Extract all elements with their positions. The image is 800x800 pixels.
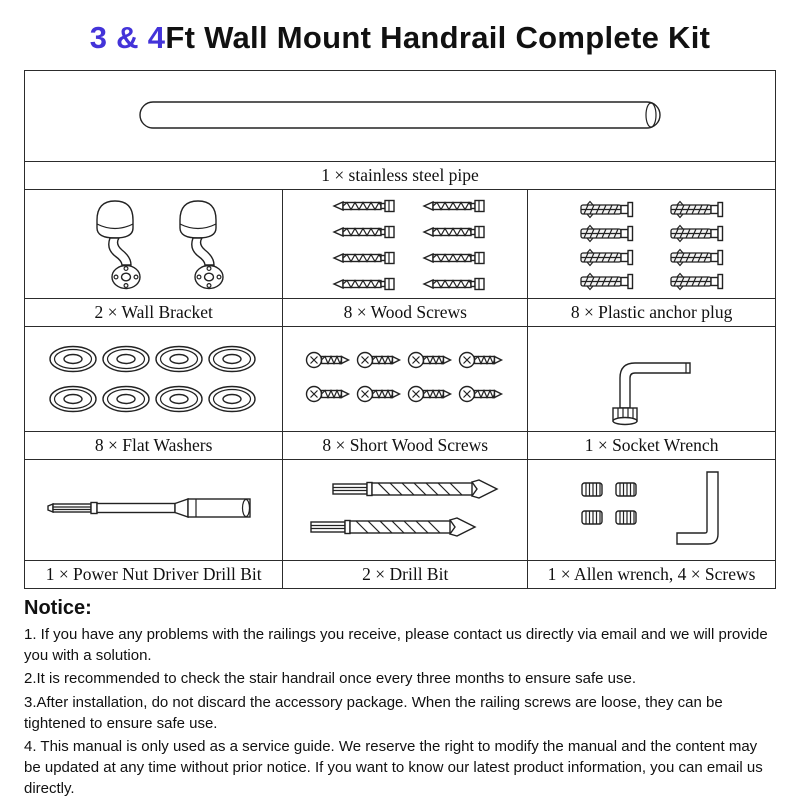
notice-item-1: 1. If you have any problems with the railings you receive, please contact us directly via email and we will provide you with a solution. xyxy=(24,626,768,664)
wood-screws-caption: 8 × Wood Screws xyxy=(283,299,528,327)
notice-section xyxy=(24,597,776,800)
pipe-cell xyxy=(25,71,776,162)
anchor-plugs-cell xyxy=(528,190,776,299)
allen-wrench-screws-caption: 1 × Allen wrench, 4 × Screws xyxy=(528,561,776,589)
title-highlight: 3 & 4 xyxy=(89,20,166,55)
wood-screws-cell xyxy=(283,190,528,299)
short-wood-screws-illustration xyxy=(301,336,509,422)
anchor-plugs-caption: 8 × Plastic anchor plug xyxy=(528,299,776,327)
wood-screws-illustration xyxy=(299,193,511,295)
wall-bracket-illustration xyxy=(59,193,249,295)
page-title xyxy=(24,20,776,56)
flat-washers-cell xyxy=(25,327,283,432)
socket-wrench-cell xyxy=(528,327,776,432)
parts-grid xyxy=(24,70,776,589)
notice-item-3: 3.After installation, do not discard the accessory package. When the railing screws are loose, they can be tightened to ensure safe use. xyxy=(24,694,723,732)
drill-bits-illustration xyxy=(303,471,507,549)
notice-item-4: 4. This manual is only used as a service guide. We reserve the right to modify the manual and the content may be updated at any time without prior notice. If you want to know our latest product information, you can email us directly. xyxy=(24,738,763,797)
plastic-anchor-plug-illustration xyxy=(544,193,759,295)
power-nut-driver-bit-illustration xyxy=(45,492,263,528)
wall-bracket-cell xyxy=(25,190,283,299)
allen-wrench-screws-cell xyxy=(528,460,776,561)
pipe-caption: 1 × stainless steel pipe xyxy=(25,162,776,190)
flat-washers-illustration xyxy=(43,333,265,425)
drill-bits-cell xyxy=(283,460,528,561)
socket-wrench-caption: 1 × Socket Wrench xyxy=(528,432,776,460)
flat-washers-caption: 8 × Flat Washers xyxy=(25,432,283,460)
socket-wrench-illustration xyxy=(587,330,717,428)
notice-heading: Notice: xyxy=(24,597,92,619)
stainless-steel-pipe-illustration xyxy=(55,78,745,154)
notice-item-2: 2.It is recommended to check the stair handrail once every three months to ensure safe use. xyxy=(24,670,636,688)
title-rest: Ft Wall Mount Handrail Complete Kit xyxy=(165,20,711,55)
wall-bracket-caption: 2 × Wall Bracket xyxy=(25,299,283,327)
short-wood-screws-caption: 8 × Short Wood Screws xyxy=(283,432,528,460)
allen-wrench-and-screws-illustration xyxy=(549,464,754,556)
driver-bit-caption: 1 × Power Nut Driver Drill Bit xyxy=(25,561,283,589)
drill-bits-caption: 2 × Drill Bit xyxy=(283,561,528,589)
driver-bit-cell xyxy=(25,460,283,561)
short-wood-screws-cell xyxy=(283,327,528,432)
